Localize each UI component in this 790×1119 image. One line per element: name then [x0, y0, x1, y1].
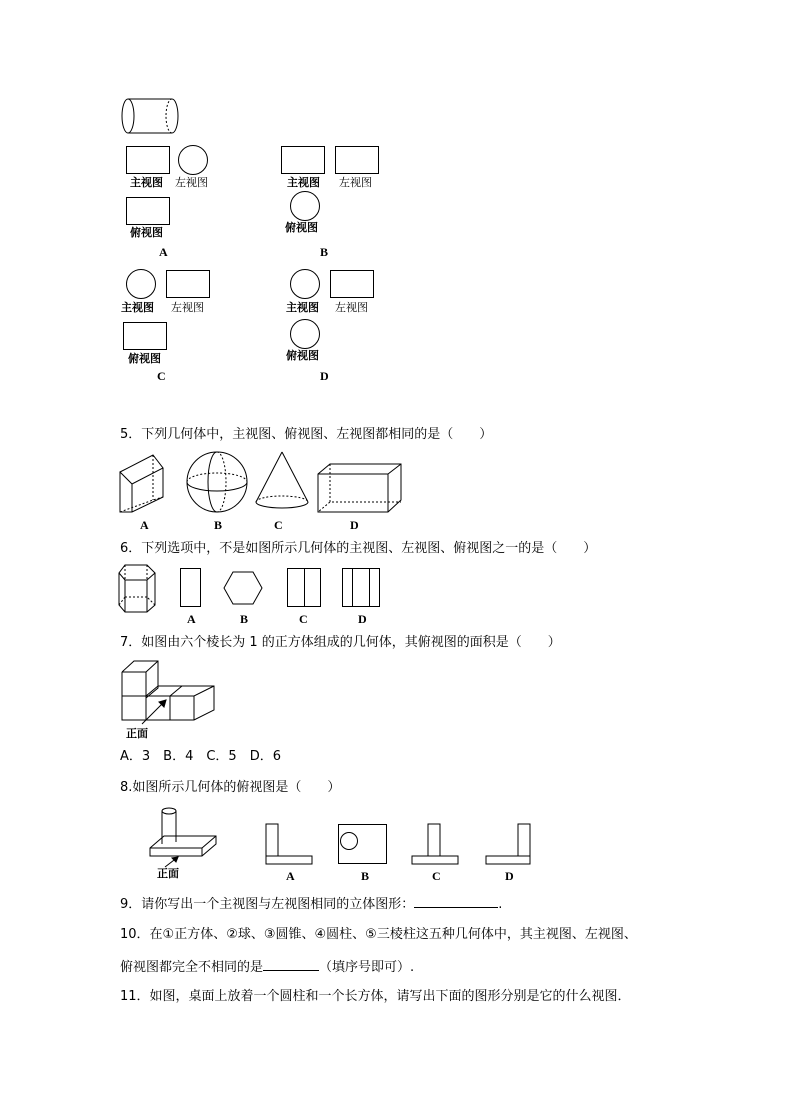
q4-option-a[interactable]: A [159, 245, 168, 259]
q10-line1: 10．在①正方体、②球、③圆锥、④圆柱、⑤三棱柱这五种几何体中，其主视图、左视图、 [120, 927, 637, 942]
q4-c-top-label: 俯视图 [128, 352, 161, 365]
q6-d-divider-2 [369, 568, 370, 607]
q6-d-divider-1 [352, 568, 353, 607]
q8-text: 8.如图所示几何体的俯视图是（ ） [120, 780, 341, 795]
q9-tail: . [498, 897, 503, 912]
q7-front-label: 正面 [126, 727, 148, 740]
q8-b-circle [340, 832, 358, 850]
q4-c-left-label: 左视图 [171, 301, 204, 314]
q9-line [120, 895, 502, 913]
q4-a-left-label: 左视图 [175, 176, 208, 189]
q8-a-figure [264, 822, 314, 866]
q8-option-b[interactable]: B [361, 869, 370, 883]
q10-text-b: （填序号即可）. [319, 960, 415, 975]
q4-d-front-circle [290, 269, 320, 299]
q4-a-left-circle [178, 145, 208, 175]
q6-c-divider [304, 568, 305, 607]
q5-text: 5．下列几何体中，主视图、俯视图、左视图都相同的是（ ） [120, 427, 493, 442]
q10-answer-blank[interactable] [263, 958, 319, 971]
q4-option-c[interactable]: C [157, 369, 166, 383]
cuboid-figure [316, 462, 404, 514]
q4-d-left-rect [330, 270, 374, 298]
q5-option-d[interactable]: D [350, 518, 359, 532]
q6-option-a[interactable]: A [187, 612, 196, 626]
q5-option-a[interactable]: A [140, 518, 149, 532]
cylinder-figure [118, 96, 182, 138]
q4-d-top-label: 俯视图 [286, 349, 319, 362]
q6-option-d[interactable]: D [358, 612, 367, 626]
q6-option-b[interactable]: B [240, 612, 249, 626]
q4-b-front-rect [281, 146, 325, 174]
hexagonal-prism-figure [117, 563, 159, 615]
q10-text-a: 俯视图都完全不相同的是 [120, 960, 264, 975]
cone-figure [254, 450, 310, 512]
cylinder-on-slab-figure [148, 806, 220, 858]
q8-front-label: 正面 [157, 867, 179, 880]
q8-option-d[interactable]: D [505, 869, 514, 883]
q9-text: 9．请你写出一个主视图与左视图相同的立体图形： [120, 897, 415, 912]
q6-d-rect [342, 568, 380, 607]
q4-b-left-rect [335, 146, 379, 174]
q9-answer-blank[interactable] [414, 895, 498, 908]
q4-b-left-label: 左视图 [339, 176, 372, 189]
q4-a-front-label: 主视图 [130, 176, 163, 189]
q8-d-figure [484, 822, 534, 866]
q4-c-front-label: 主视图 [121, 301, 154, 314]
front-arrow [140, 696, 172, 728]
q4-a-front-rect [126, 146, 170, 174]
q10-line2 [120, 958, 414, 976]
q4-b-front-label: 主视图 [287, 176, 320, 189]
q7-choices[interactable]: A．3 B．4 C．5 D．6 [120, 749, 281, 764]
q5-option-b[interactable]: B [214, 518, 223, 532]
q4-c-left-rect [166, 270, 210, 298]
q4-b-top-label: 俯视图 [285, 221, 318, 234]
q4-c-top-rect [123, 322, 167, 350]
q4-b-top-circle [290, 191, 320, 221]
q6-b-hexagon [222, 570, 264, 606]
q5-option-c[interactable]: C [274, 518, 283, 532]
q4-d-top-circle [290, 319, 320, 349]
q4-a-top-label: 俯视图 [130, 226, 163, 239]
q6-option-c[interactable]: C [299, 612, 308, 626]
q4-d-left-label: 左视图 [335, 301, 368, 314]
q8-option-c[interactable]: C [432, 869, 441, 883]
q4-c-front-circle [126, 269, 156, 299]
q4-d-front-label: 主视图 [286, 301, 319, 314]
q8-c-figure [410, 822, 460, 866]
q6-text: 6．下列选项中，不是如图所示几何体的主视图、左视图、俯视图之一的是（ ） [120, 541, 597, 556]
q6-a-rect [180, 568, 201, 607]
q8-option-a[interactable]: A [286, 869, 295, 883]
q4-a-top-rect [126, 197, 170, 225]
q4-option-b[interactable]: B [320, 245, 329, 259]
q7-text: 7．如图由六个棱长为 1 的正方体组成的几何体，其俯视图的面积是（ ） [120, 635, 561, 650]
sphere-figure [185, 450, 251, 516]
q4-option-d[interactable]: D [320, 369, 329, 383]
q11-text: 11．如图，桌面上放着一个圆柱和一个长方体，请写出下面的图形分别是它的什么视图． [120, 989, 631, 1004]
triangular-prism-figure [118, 452, 168, 514]
